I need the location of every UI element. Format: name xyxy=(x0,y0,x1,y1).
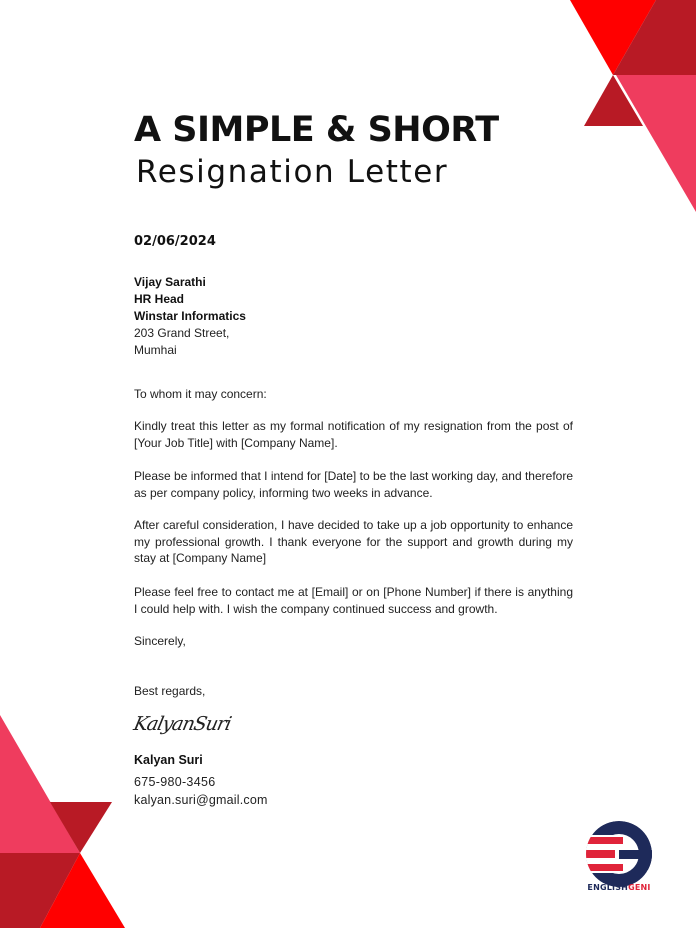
letter-date: 02/06/2024 xyxy=(134,234,216,249)
top-right-triangles xyxy=(570,0,696,212)
closing: Sincerely, xyxy=(134,634,186,648)
paragraph-1: Kindly treat this letter as my formal notification of my resignation from the post of [Your Job Title] with [Company Name]. xyxy=(134,419,573,450)
page-title-line-1: A SIMPLE & SHORT xyxy=(134,110,499,150)
salutation: To whom it may concern: xyxy=(134,387,267,401)
paragraph-2: Please be informed that I intend for [Date] to be the last working day, and therefore as per company policy, informing two weeks in advance. xyxy=(134,469,573,500)
bottom-left-triangles xyxy=(0,715,125,928)
recipient-address xyxy=(134,274,246,359)
recipient-city: Mumhai xyxy=(134,343,177,357)
sender-email: kalyan.suri@gmail.com xyxy=(134,793,268,807)
page-title-line-2: Resignation Letter xyxy=(136,154,449,190)
recipient-title: HR Head xyxy=(134,292,185,306)
paragraph-3: After careful consideration, I have decided to take up a job opportunity to enhance my professional growth. I thank everyone for the support and growth during my stay at [Company Name] xyxy=(134,518,573,565)
recipient-street: 203 Grand Street, xyxy=(134,326,230,340)
logo-wordmark xyxy=(583,883,655,892)
sender-phone: 675-980-3456 xyxy=(134,775,216,789)
recipient-company: Winstar Informatics xyxy=(134,309,246,323)
sender-name: Kalyan Suri xyxy=(134,753,203,767)
paragraph-4: Please feel free to contact me at [Email] or on [Phone Number] if there is anything I could help with. I wish the company continued success and growth. xyxy=(134,585,573,616)
signature-script: KalyanSuri xyxy=(131,713,233,735)
recipient-name: Vijay Sarathi xyxy=(134,275,206,289)
logo-text-english: ENGLISH xyxy=(587,883,629,892)
logo-text-geni: GENI xyxy=(628,883,651,892)
regards: Best regards, xyxy=(134,684,206,698)
